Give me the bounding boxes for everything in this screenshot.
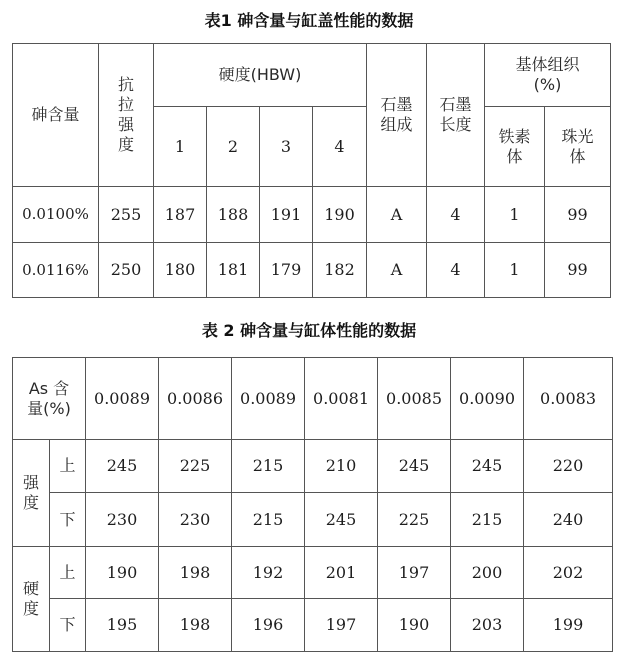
header-hardness-point: 4: [313, 107, 367, 187]
row-group-char: 度: [22, 599, 39, 618]
table-row: [13, 440, 613, 493]
cell-pearlite: 99: [545, 243, 611, 298]
cell-graphite-form: A: [367, 243, 427, 298]
cell-hardness-lower: 196: [232, 599, 305, 652]
header-line: 体: [569, 146, 586, 166]
cell-hardness-lower: 198: [159, 599, 232, 652]
header-ferrite: [485, 107, 545, 187]
header-hardness: 硬度(HBW): [154, 44, 367, 107]
cell-hardness-lower: 195: [86, 599, 159, 652]
table-row: [13, 547, 613, 599]
cell-strength-upper: 220: [524, 440, 613, 493]
cell-hardness-upper: 201: [305, 547, 378, 599]
cell-pearlite: 99: [545, 187, 611, 243]
cell-arsenic: 0.0100%: [13, 187, 99, 243]
cylinder-head-table: [12, 43, 611, 298]
header-line: 铁素: [498, 126, 531, 146]
header-tensile-strength: [99, 44, 154, 187]
row-label-upper: 上: [50, 440, 86, 493]
cell-ferrite: 1: [485, 187, 545, 243]
row-group-strength: [13, 440, 50, 547]
cell-hardness-lower: 190: [378, 599, 451, 652]
cell-strength-lower: 225: [378, 493, 451, 547]
cylinder-block-table: [12, 357, 613, 652]
cell-hardness: 180: [154, 243, 207, 298]
header-arsenic-content: [13, 358, 86, 440]
header-arsenic-content: 砷含量: [13, 44, 99, 187]
table1-caption: 表1 砷含量与缸盖性能的数据: [204, 11, 414, 30]
header-line: As 含: [28, 378, 70, 398]
row-label-lower: 下: [50, 493, 86, 547]
cell-strength-upper: 245: [86, 440, 159, 493]
cell-strength-lower: 215: [451, 493, 524, 547]
header-line: 量(%): [27, 398, 71, 418]
table-row: [13, 599, 613, 652]
row-group-char: 强: [22, 473, 39, 492]
cell-hardness-upper: 192: [232, 547, 305, 599]
cell-tensile: 255: [99, 187, 154, 243]
header-line: 石墨: [380, 95, 413, 114]
cell-strength-upper: 225: [159, 440, 232, 493]
header-graphite-form: [367, 44, 427, 187]
header-arsenic-value: 0.0089: [232, 358, 305, 440]
cell-strength-lower: 240: [524, 493, 613, 547]
cell-hardness-upper: 202: [524, 547, 613, 599]
header-line: 长度: [439, 115, 472, 134]
header-arsenic-value: 0.0085: [378, 358, 451, 440]
header-line: 珠光: [561, 126, 594, 146]
cell-hardness-lower: 203: [451, 599, 524, 652]
header-graphite-length: [427, 44, 485, 187]
table-row: [13, 358, 613, 440]
table-row: [13, 243, 611, 298]
row-group-char: 度: [22, 493, 39, 512]
cell-hardness: 187: [154, 187, 207, 243]
row-group-hardness: [13, 547, 50, 652]
cell-strength-upper: 210: [305, 440, 378, 493]
cell-strength-lower: 245: [305, 493, 378, 547]
header-line: 基体组织: [515, 55, 580, 74]
cell-hardness-upper: 198: [159, 547, 232, 599]
cell-strength-upper: 215: [232, 440, 305, 493]
table-row: [13, 493, 613, 547]
header-arsenic-value: 0.0089: [86, 358, 159, 440]
cell-strength-upper: 245: [378, 440, 451, 493]
cell-hardness: 190: [313, 187, 367, 243]
cell-tensile: 250: [99, 243, 154, 298]
cell-hardness-upper: 200: [451, 547, 524, 599]
cell-hardness: 191: [260, 187, 313, 243]
header-line: 体: [506, 146, 523, 166]
cell-hardness: 179: [260, 243, 313, 298]
cell-graphite-form: A: [367, 187, 427, 243]
header-arsenic-value: 0.0090: [451, 358, 524, 440]
header-line: (%): [533, 75, 562, 94]
cell-hardness: 181: [207, 243, 260, 298]
cell-strength-upper: 245: [451, 440, 524, 493]
cell-graphite-length: 4: [427, 187, 485, 243]
header-hardness-point: 1: [154, 107, 207, 187]
cell-hardness-lower: 199: [524, 599, 613, 652]
cell-hardness: 182: [313, 243, 367, 298]
row-label-upper: 上: [50, 547, 86, 599]
header-matrix: [485, 44, 611, 107]
header-arsenic-value: 0.0086: [159, 358, 232, 440]
row-label-lower: 下: [50, 599, 86, 652]
header-pearlite: [545, 107, 611, 187]
cell-strength-lower: 230: [86, 493, 159, 547]
header-hardness-point: 2: [207, 107, 260, 187]
cell-hardness-upper: 190: [86, 547, 159, 599]
cell-hardness-lower: 197: [305, 599, 378, 652]
cell-arsenic: 0.0116%: [13, 243, 99, 298]
header-tensile-char: 度: [117, 135, 134, 154]
cell-ferrite: 1: [485, 243, 545, 298]
cell-strength-lower: 215: [232, 493, 305, 547]
header-tensile-char: 抗: [117, 75, 134, 94]
cell-hardness-upper: 197: [378, 547, 451, 599]
table-row: [13, 187, 611, 243]
cell-hardness: 188: [207, 187, 260, 243]
header-line: 石墨: [439, 95, 472, 114]
row-group-char: 硬: [22, 579, 39, 598]
header-arsenic-value: 0.0083: [524, 358, 613, 440]
header-tensile-char: 强: [117, 115, 134, 134]
cell-graphite-length: 4: [427, 243, 485, 298]
cell-strength-lower: 230: [159, 493, 232, 547]
header-tensile-char: 拉: [117, 95, 134, 114]
header-line: 组成: [380, 115, 413, 134]
table2-caption: 表 2 砷含量与缸体性能的数据: [201, 321, 417, 340]
header-arsenic-value: 0.0081: [305, 358, 378, 440]
header-hardness-point: 3: [260, 107, 313, 187]
